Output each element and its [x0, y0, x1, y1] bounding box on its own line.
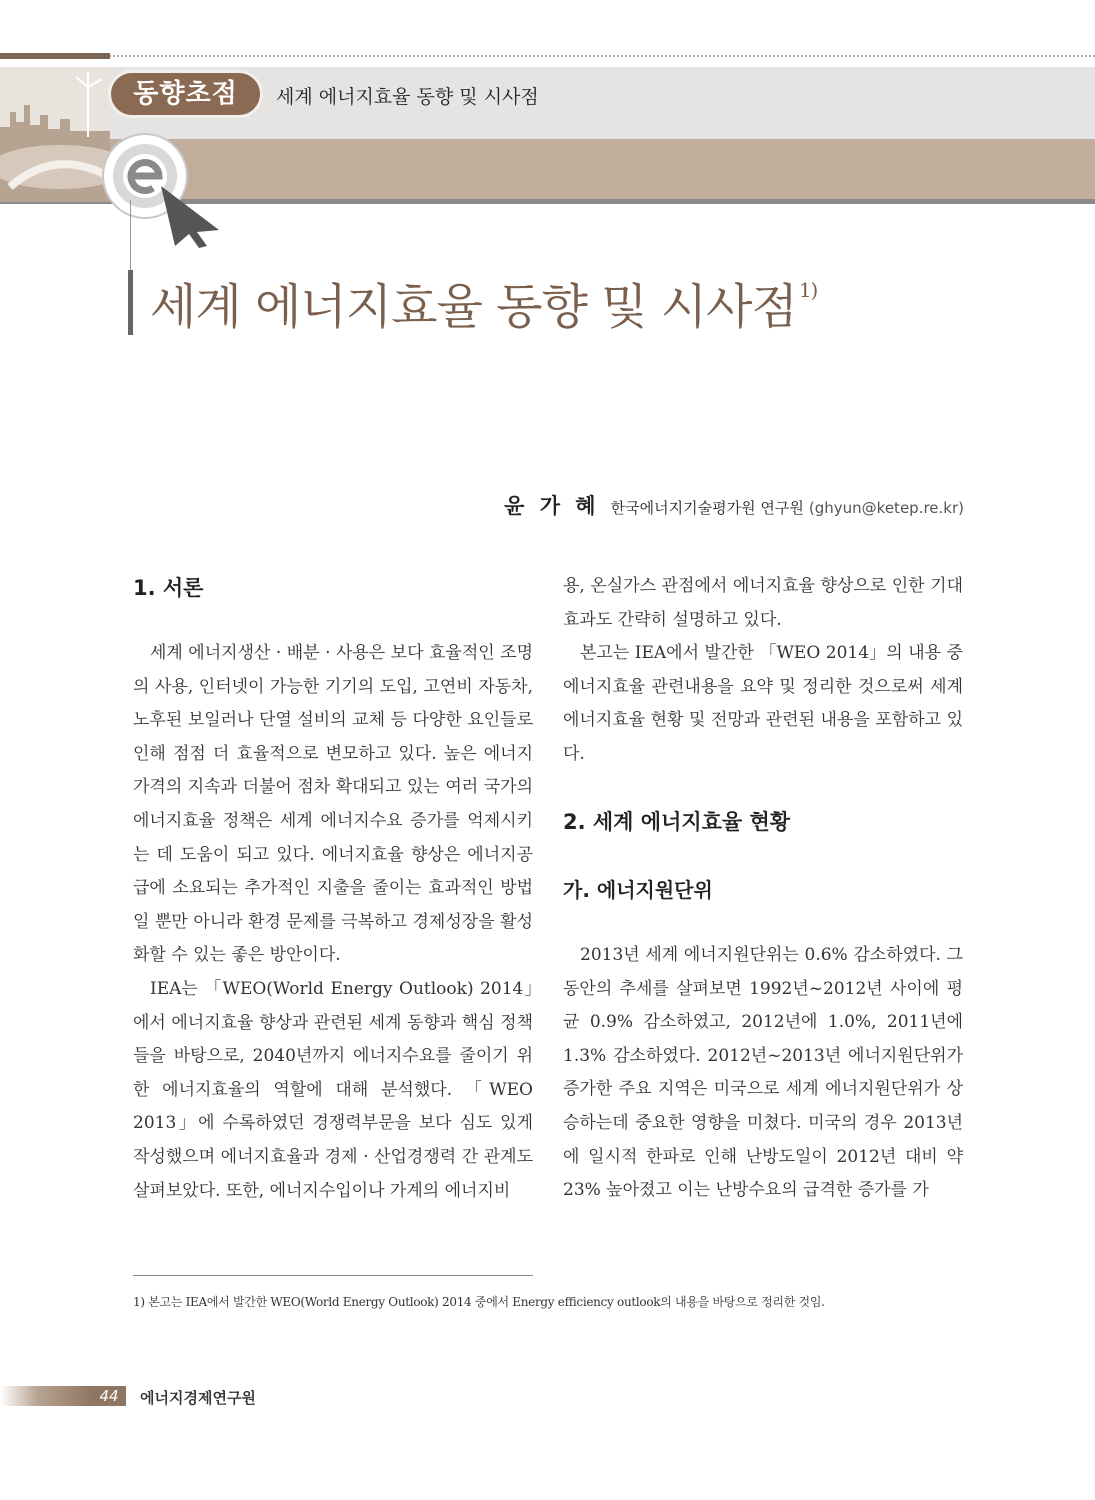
- section-1-heading: 1. 서론: [133, 576, 204, 600]
- left-column: [133, 637, 533, 1208]
- e-target-cursor-icon: [95, 128, 230, 248]
- top-rule-accent: [0, 53, 110, 59]
- author-affiliation: 한국에너지기술평가원 연구원: [610, 499, 804, 517]
- title-guide-line: [130, 200, 131, 270]
- right-column-bottom: [563, 939, 963, 1208]
- energy-intensity-paragraph: 2013년 세계 에너지원단위는 0.6% 감소하였다. 그 동안의 추세를 살펴보면 1992년~2012년 사이에 평균 0.9% 감소하였고, 2012년에 1.0%, 2011년에 1.3% 감소하였다. 2012년~2013년 에너지원단위가 증가한 주요 지역은 미국으로 세계 에너지원단위가 상승하는데 중요한 영향을 미쳤다. 미국의 경우 2013년에 일시적 한파로 인해 난방도일이 2012년 대비 약 23% 높아졌고 이는 난방수요의 급격한 증가를 가: [563, 945, 963, 1201]
- article-title-text: 세계 에너지효율 동향 및 시사점: [150, 279, 797, 335]
- header-illustration: [0, 67, 110, 202]
- running-title: 세계 에너지효율 동향 및 시사점: [276, 86, 539, 108]
- footnote: 1) 본고는 IEA에서 발간한 WEO(World Energy Outlook) 2014 중에서 Energy efficiency outlook의 내용을 바탕으로 정리한 것임.: [133, 1295, 825, 1309]
- article-title: [150, 268, 817, 337]
- title-accent-bar: [128, 270, 133, 335]
- author-line: [504, 490, 964, 520]
- footer-gradient-bar: [0, 1386, 92, 1406]
- intro-paragraph-3: 본고는 IEA에서 발간한 「WEO 2014」의 내용 중 에너지효율 관련내용을 요약 및 정리한 것으로써 세계 에너지효율 현황 및 전망과 관련된 내용을 포함하고 있다.: [563, 643, 963, 764]
- top-dotted-rule: [0, 55, 1095, 57]
- section-2-heading: 2. 세계 에너지효율 현황: [563, 810, 791, 834]
- intro-paragraph-2: IEA는 「WEO(World Energy Outlook) 2014」에서 에너지효율 향상과 관련된 세계 동향과 핵심 정책들을 바탕으로, 2040년까지 에너지수요를 줄이기 위한 에너지효율의 역할에 대해 분석했다. 「WEO 2013」에 수록하였던 경쟁력부문을 보다 심도 있게 작성했으며 에너지효율과 경제 · 산업경쟁력 간 관계도 살펴보았다. 또한, 에너지수입이나 가계의 에너지비: [133, 978, 533, 1201]
- title-footnote-marker: 1): [798, 278, 818, 302]
- footnote-rule: [133, 1275, 533, 1276]
- right-column-top: [563, 570, 963, 772]
- publisher-name: 에너지경제연구원: [140, 1389, 256, 1407]
- intro-paragraph-2-continued: 용, 온실가스 관점에서 에너지효율 향상으로 인한 기대효과도 간략히 설명하고 있다.: [563, 576, 963, 630]
- section-label-badge: 동향초점: [108, 70, 263, 118]
- author-name: 윤 가 혜: [504, 494, 600, 518]
- section-2a-subheading: 가. 에너지원단위: [563, 878, 713, 902]
- intro-paragraph-1: 세계 에너지생산 · 배분 · 사용은 보다 효율적인 조명의 사용, 인터넷이 가능한 기기의 도입, 고연비 자동차, 노후된 보일러나 단열 설비의 교체 등 다양한 요인들로 인해 점점 더 효율적으로 변모하고 있다. 높은 에너지가격의 지속과 더불어 점차 확대되고 있는 여러 국가의 에너지효율 정책은 세계 에너지수요 증가를 억제시키는 데 도움이 되고 있다. 에너지효율 향상은 에너지공급에 소요되는 추가적인 지출을 줄이는 효과적인 방법일 뿐만 아니라 환경 문제를 극복하고 경제성장을 활성화할 수 있는 좋은 방안이다.: [133, 643, 533, 966]
- page-number: 44: [92, 1386, 126, 1406]
- author-email: (ghyun@ketep.re.kr): [808, 499, 964, 517]
